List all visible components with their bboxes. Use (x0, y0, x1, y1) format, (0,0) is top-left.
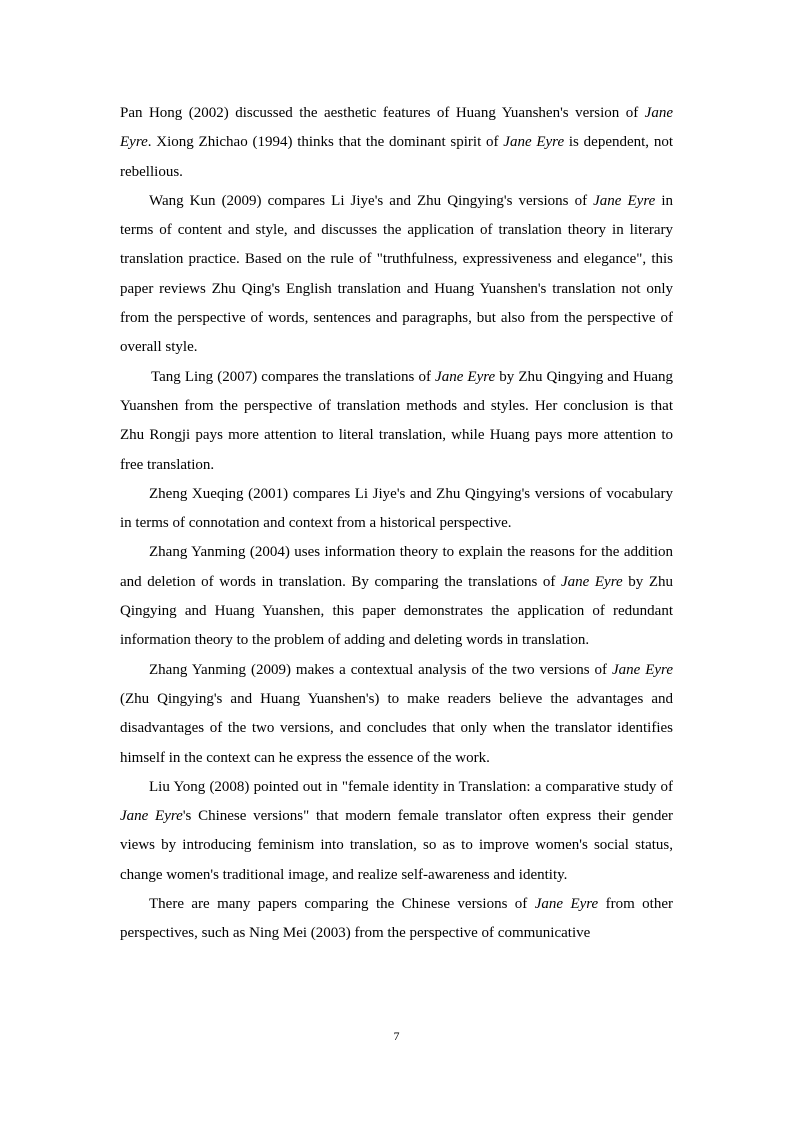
paragraph-text: 's Chinese versions" that modern female translator often express their gender views by introducing feminism into translation, so as to improve women's social status, change women's traditional image, and realize self-awareness and identity. (120, 808, 673, 883)
paragraph-text: (Zhu Qingying's and Huang Yuanshen's) to make readers believe the advantages and disadvantages of the two versions, and concludes that only when the translator identifies himself in the context can he express the essence of the work. (120, 690, 673, 766)
page-number: 7 (393, 1029, 400, 1043)
paragraph-text: Pan Hong (2002) discussed the aesthetic features of Huang Yuanshen's version of (120, 105, 645, 121)
paragraph-text: Zheng Xueqing (2001) compares Li Jiye's and Zhu Qingying's versions of vocabulary in terms of connotation and context from a historical perspective. (120, 485, 673, 532)
paragraph-p7 (120, 773, 673, 890)
paragraph-text: There are many papers comparing the Chinese versions of (149, 896, 535, 913)
paragraph-p1 (120, 99, 673, 187)
book-title: Jane Eyre (593, 192, 656, 209)
book-title: Jane Eyre (435, 368, 496, 385)
paragraph-p5 (120, 538, 673, 655)
paragraph-p8 (120, 890, 673, 949)
paragraph-text: . Xiong Zhichao (1994) thinks that the dominant spirit of (147, 134, 504, 151)
book-title: Jane Eyre (120, 105, 673, 151)
paragraph-text: is dependent, not rebellious. (120, 134, 673, 180)
paragraph-text: Zhang Yanming (2009) makes a contextual analysis of the two versions of (149, 661, 612, 678)
paragraph-p6 (120, 656, 673, 773)
paragraph-text: by Zhu Qingying and Huang Yuanshen, this paper demonstrates the application of redundant information theory to the problem of adding and deleting words in translation. (120, 573, 673, 649)
book-title: Jane Eyre (560, 573, 623, 590)
paragraph-p4 (120, 480, 673, 539)
paragraph-text: by Zhu Qingying and Huang Yuanshen from the perspective of translation methods and styles. Her conclusion is that Zhu Rongji pays more attention to literal translation, while Huang pays more attention to free translation. (120, 368, 674, 473)
book-title: Jane Eyre (120, 808, 183, 825)
paragraph-text: Liu Yong (2008) pointed out in "female identity in Translation: a comparative study of (149, 778, 673, 795)
paragraph-p2 (120, 187, 673, 363)
book-title: Jane Eyre (534, 896, 599, 913)
book-title: Jane Eyre (611, 661, 674, 678)
paragraph-text: Tang Ling (2007) compares the translations of (151, 368, 436, 385)
page-body (120, 99, 673, 949)
paragraph-text: in terms of content and style, and discusses the application of translation theory in literary translation practice. Based on the rule of "truthfulness, expressiveness and elegance", this paper reviews Zhu Qing's English translation and Huang Yuanshen's translation not only from the perspective of words, sentences and paragraphs, but also from the perspective of overall style. (120, 192, 673, 356)
paragraph-text: Wang Kun (2009) compares Li Jiye's and Zhu Qingying's versions of (149, 192, 594, 209)
book-title: Jane Eyre (503, 134, 565, 151)
paragraph-text: Zhang Yanming (2004) uses information theory to explain the reasons for the addition and deletion of words in translation. By comparing the translations of (120, 544, 673, 590)
paragraph-text: from other perspectives, such as Ning Mei (2003) from the perspective of communicative (120, 896, 673, 942)
paragraph-p3 (120, 363, 673, 480)
